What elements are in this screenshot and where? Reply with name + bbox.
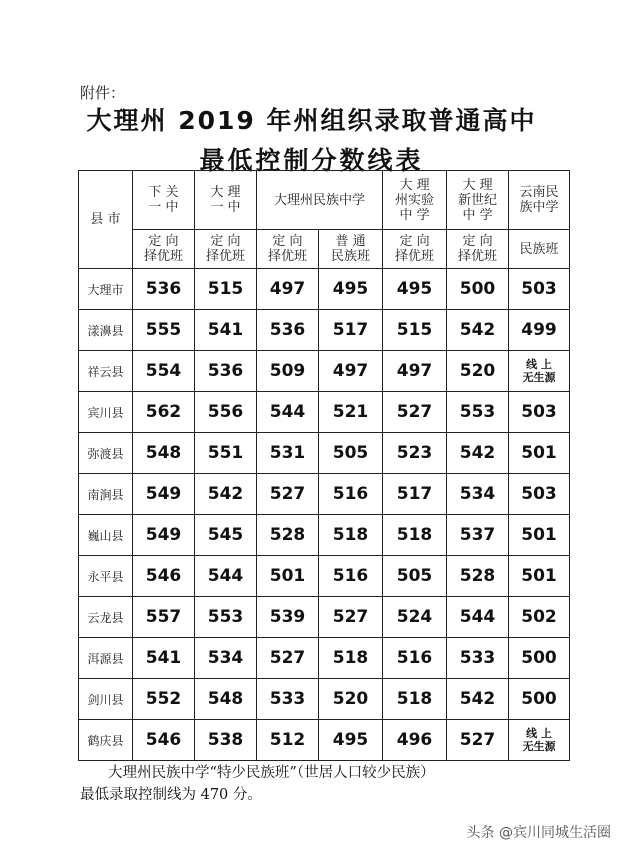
score-cell: 542 <box>447 679 509 720</box>
school-header: 大 理 一 中 <box>195 171 257 230</box>
score-cell: 516 <box>383 638 447 679</box>
score-cell: 539 <box>257 597 319 638</box>
score-cell: 497 <box>383 351 447 392</box>
score-cell: 528 <box>447 556 509 597</box>
county-cell: 巍山县 <box>79 515 133 556</box>
school-header: 大理州民族中学 <box>257 171 383 230</box>
score-cell: 518 <box>319 515 383 556</box>
county-cell: 大理市 <box>79 269 133 310</box>
score-cell: 515 <box>195 269 257 310</box>
score-cell: 497 <box>319 351 383 392</box>
score-cell: 542 <box>195 474 257 515</box>
county-cell: 鹤庆县 <box>79 720 133 761</box>
score-cell: 509 <box>257 351 319 392</box>
score-cell: 502 <box>509 597 570 638</box>
score-cell: 552 <box>133 679 195 720</box>
score-cell: 553 <box>195 597 257 638</box>
table-row <box>79 474 570 515</box>
score-cell: 541 <box>133 638 195 679</box>
county-cell: 宾川县 <box>79 392 133 433</box>
score-cell: 518 <box>383 679 447 720</box>
score-cell: 556 <box>195 392 257 433</box>
score-cell: 533 <box>447 638 509 679</box>
county-cell: 南涧县 <box>79 474 133 515</box>
table-row <box>79 269 570 310</box>
score-cell: 495 <box>319 720 383 761</box>
header-school-row <box>79 171 570 230</box>
score-table <box>78 170 570 761</box>
score-cell: 516 <box>319 474 383 515</box>
class-header: 民族班 <box>509 230 570 269</box>
score-cell: 518 <box>383 515 447 556</box>
attachment-label: 附件： <box>80 84 126 102</box>
score-cell: 553 <box>447 392 509 433</box>
score-cell: 517 <box>319 310 383 351</box>
page-subtitle: 最低控制分数线表 <box>199 146 424 175</box>
score-cell: 503 <box>509 392 570 433</box>
score-cell: 554 <box>133 351 195 392</box>
county-cell: 祥云县 <box>79 351 133 392</box>
page-title: 大理州 2019 年州组织录取普通高中 <box>86 106 537 135</box>
no-candidates-note: 线 上 无生源 <box>509 720 570 761</box>
class-header: 定 向 择优班 <box>257 230 319 269</box>
table-row <box>79 679 570 720</box>
score-cell: 527 <box>383 392 447 433</box>
score-cell: 546 <box>133 556 195 597</box>
score-cell: 505 <box>383 556 447 597</box>
score-cell: 528 <box>257 515 319 556</box>
score-cell: 499 <box>509 310 570 351</box>
score-cell: 548 <box>195 679 257 720</box>
score-cell: 524 <box>383 597 447 638</box>
no-candidates-note: 线 上 无生源 <box>509 351 570 392</box>
score-cell: 549 <box>133 515 195 556</box>
score-cell: 527 <box>257 474 319 515</box>
score-cell: 542 <box>447 433 509 474</box>
table-row <box>79 433 570 474</box>
school-header: 下 关 一 中 <box>133 171 195 230</box>
school-header: 大 理 州实验 中 学 <box>383 171 447 230</box>
table-body <box>79 269 570 761</box>
score-cell: 538 <box>195 720 257 761</box>
class-header: 定 向 择优班 <box>195 230 257 269</box>
table-row <box>79 515 570 556</box>
score-cell: 520 <box>319 679 383 720</box>
score-cell: 523 <box>383 433 447 474</box>
score-cell: 500 <box>447 269 509 310</box>
score-cell: 505 <box>319 433 383 474</box>
score-cell: 534 <box>195 638 257 679</box>
score-cell: 562 <box>133 392 195 433</box>
table-row <box>79 310 570 351</box>
score-cell: 544 <box>257 392 319 433</box>
score-cell: 501 <box>509 556 570 597</box>
footnote-line: 最低录取控制线为 470 分。 <box>80 787 262 803</box>
score-cell: 542 <box>447 310 509 351</box>
score-cell: 551 <box>195 433 257 474</box>
score-cell: 512 <box>257 720 319 761</box>
score-cell: 517 <box>383 474 447 515</box>
class-header: 定 向 择优班 <box>133 230 195 269</box>
score-cell: 531 <box>257 433 319 474</box>
score-cell: 500 <box>509 679 570 720</box>
score-cell: 495 <box>383 269 447 310</box>
score-cell: 536 <box>133 269 195 310</box>
score-cell: 520 <box>447 351 509 392</box>
table-row <box>79 638 570 679</box>
score-cell: 546 <box>133 720 195 761</box>
county-cell: 永平县 <box>79 556 133 597</box>
score-cell: 516 <box>319 556 383 597</box>
school-header: 大 理 新世纪 中 学 <box>447 171 509 230</box>
score-cell: 533 <box>257 679 319 720</box>
score-cell: 555 <box>133 310 195 351</box>
table-row <box>79 392 570 433</box>
class-header: 普 通 民族班 <box>319 230 383 269</box>
score-cell: 495 <box>319 269 383 310</box>
county-cell: 洱源县 <box>79 638 133 679</box>
score-cell: 544 <box>447 597 509 638</box>
score-cell: 537 <box>447 515 509 556</box>
footnote-line: 大理州民族中学“特少民族班”（世居人口较少民族） <box>108 765 435 781</box>
score-cell: 548 <box>133 433 195 474</box>
class-header: 定 向 择优班 <box>383 230 447 269</box>
score-cell: 527 <box>257 638 319 679</box>
header-class-row <box>79 230 570 269</box>
score-cell: 544 <box>195 556 257 597</box>
watermark: 头条 @宾川同城生活圈 <box>466 825 611 841</box>
footnote <box>80 762 580 806</box>
class-header: 定 向 择优班 <box>447 230 509 269</box>
score-cell: 545 <box>195 515 257 556</box>
score-cell: 503 <box>509 474 570 515</box>
score-cell: 557 <box>133 597 195 638</box>
county-cell: 弥渡县 <box>79 433 133 474</box>
score-cell: 527 <box>447 720 509 761</box>
score-cell: 534 <box>447 474 509 515</box>
table-row <box>79 351 570 392</box>
county-cell: 漾濞县 <box>79 310 133 351</box>
score-cell: 518 <box>319 638 383 679</box>
county-header: 县 市 <box>79 171 133 269</box>
score-cell: 496 <box>383 720 447 761</box>
county-cell: 云龙县 <box>79 597 133 638</box>
score-cell: 541 <box>195 310 257 351</box>
score-cell: 501 <box>509 433 570 474</box>
score-cell: 500 <box>509 638 570 679</box>
score-cell: 527 <box>319 597 383 638</box>
school-header: 云南民 族中学 <box>509 171 570 230</box>
score-cell: 503 <box>509 269 570 310</box>
table-row <box>79 720 570 761</box>
score-cell: 515 <box>383 310 447 351</box>
score-cell: 501 <box>509 515 570 556</box>
score-cell: 536 <box>195 351 257 392</box>
score-cell: 497 <box>257 269 319 310</box>
table-row <box>79 597 570 638</box>
table-row <box>79 556 570 597</box>
county-cell: 剑川县 <box>79 679 133 720</box>
score-cell: 536 <box>257 310 319 351</box>
score-cell: 549 <box>133 474 195 515</box>
score-cell: 521 <box>319 392 383 433</box>
score-cell: 501 <box>257 556 319 597</box>
